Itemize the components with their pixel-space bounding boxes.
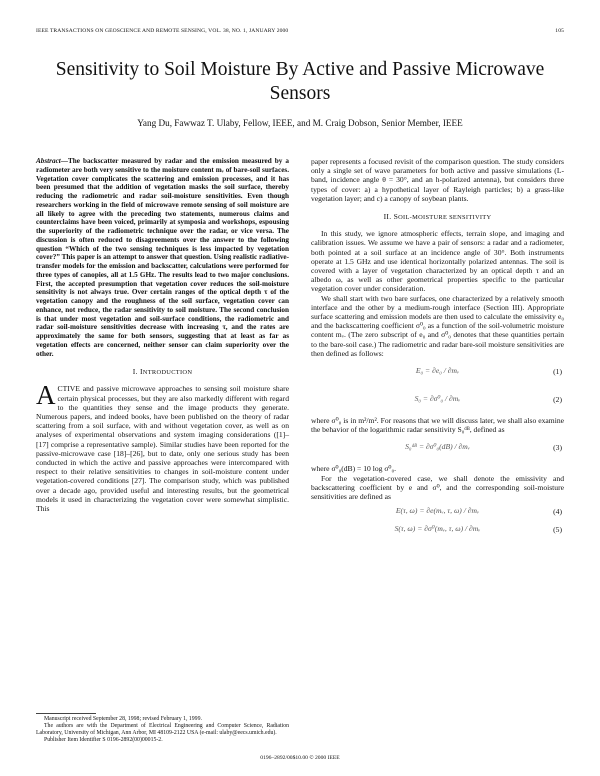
equation-3-number: (3) <box>553 443 562 453</box>
equation-1-number: (1) <box>553 367 562 377</box>
left-column <box>36 157 289 513</box>
equation-4-number: (4) <box>553 507 562 517</box>
section2-paragraph-1: In this study, we ignore atmospheric effects, terrain slope, and imaging and calibration issues. We assume we have a pair of sensors: a radar and a radiometer, both pointed at a soil surface at an incidence angle of 30°. Both instruments operate at 1.5 GHz and use identical horizontally polarized antennas. The soil is covered with a layer of vegetation characterized by an optical depth τ and an albedo ω, as well as other geometrical properties specific to the particular vegetation cover under consideration. <box>311 229 564 294</box>
journal-header: IEEE TRANSACTIONS ON GEOSCIENCE AND REMOTE SENSING, VOL. 38, NO. 1, JANUARY 2000 <box>36 28 289 34</box>
footnote-affiliation: The authors are with the Department of Electrical Engineering and Computer Science, Radiation Laboratory, University of Michigan, Ann Arbor, MI 48109-2122 USA (e-mail: ulaby@eecs.umich.edu). <box>36 723 289 736</box>
equation-3-body: S₀ᵈᴮ = ∂σ⁰₀(dB) / ∂mᵥ <box>405 442 470 452</box>
drop-cap: A <box>36 380 56 411</box>
section-heading-introduction: I. INTRODUCTION <box>132 367 193 377</box>
equation-4-body: E(τ, ω) = ∂e(mᵥ, τ, ω) / ∂mᵥ <box>395 506 480 516</box>
footnote-rule <box>36 713 96 714</box>
section2-paragraph-2: We shall start with two bare surfaces, one characterized by a relatively smooth interface and the other by a medium-rough interface (Section III). Appropriate surface scattering and emission models are then used to calculate the emissivity e₀ and the backscattering coefficient σ⁰₀ as a function of the soil-volumetric moisture content mᵥ. (The zero subscript of e₀ and σ⁰₀ denotes that these quantities pertain to the bare-soil case.) The radiometric and radar bare-soil moisture sensitivities are then defined as follows: <box>311 293 564 358</box>
paper-title: Sensitivity to Soil Moisture By Active and Passive Microwave Sensors <box>55 59 545 104</box>
continuation-paragraph: paper represents a focused revisit of the comparison question. The study considers only a single set of wave parameters for both active and passive simulations (L-band, incidence angle θ = 30°, and an h-polarized antenna), but considers three types of cover: a) a hypothetical layer of Rayleigh particles; b) a grass-like vegetation layer; and c) a canopy of soybean plants. <box>311 157 564 203</box>
right-column <box>311 157 564 539</box>
footnote-identifier: Publisher Item Identifier S 0196-2892(00)00015-2. <box>44 737 163 743</box>
equation-2-body: S₀ = ∂σ⁰₀ / ∂mᵥ <box>414 394 461 404</box>
equation-5-body: S(τ, ω) = ∂σ⁰(mᵥ, τ, ω) / ∂mᵥ <box>394 524 481 534</box>
footnote-received: Manuscript received September 28, 1998; revised February 1, 1999. <box>44 716 202 722</box>
equation-1-body: E₀ = ∂e₀ / ∂mᵥ <box>415 366 460 376</box>
footnotes <box>36 713 289 744</box>
equation-4 <box>311 503 564 519</box>
abstract-label: Abstract— <box>36 157 68 165</box>
section-heading-soil-moisture: II. SOIL-MOISTURE SENSITIVITY <box>383 212 492 222</box>
author-line: Yang Du, Fawwaz T. Ulaby, Fellow, IEEE, and M. Craig Dobson, Senior Member, IEEE <box>137 118 463 128</box>
running-header <box>36 28 564 38</box>
equation-2-number: (2) <box>553 395 562 405</box>
section2-paragraph-5: For the vegetation-covered case, we shall denote the emissivity and backscattering coefficient by e and σ⁰, and the corresponding soil-moisture sensitivities are defined as <box>311 473 564 502</box>
abstract <box>36 157 289 358</box>
copyright-line: 0196–2892/00$10.00 © 2000 IEEE <box>260 755 340 761</box>
equation-2 <box>311 388 564 414</box>
section2-paragraph-4: where σ⁰₀(dB) = 10 log σ⁰₀. <box>311 464 397 474</box>
equation-1 <box>311 360 564 386</box>
equation-5 <box>311 521 564 537</box>
equation-5-number: (5) <box>553 525 562 535</box>
introduction-paragraph: ACTIVE and passive microwave approaches to sensing soil moisture share certain physical processes, but they are also markedly different with regard to the quantities they sense and the image products they generate. Numerous papers, and indeed books, have been published on the theory of radar scattering from a soil surface, with and without vegetation cover, as well as on analyses of experimental observations and system imaging considerations ([1]–[17] comprise a representative sample). Similar studies have been reported for the passive-microwave case [18]–[26], but to date, only one serious study has been conducted in which the active and passive approaches were intercompared with respect to their relative sensitivities to changes in soil-moisture content under vegetation-covered conditions [27]. The comparison study, which was published over a decade ago, provided useful and interesting results, but the geometrical models it used in characterizing the vegetation cover were somewhat simplistic. This <box>36 380 289 514</box>
page-number: 105 <box>555 28 564 34</box>
abstract-text: The backscatter measured by radar and the emission measured by a radiometer are both very sensitive to the moisture content mᵥ of bare-soil surfaces. Vegetation cover complicates the scattering and emission processes, and it has been presumed that the addition of vegetation masks the soil surface, thereby reducing the radiometric and radar soil-moisture sensitivities. Even though researchers working in the field of microwave remote sensing of soil moisture are all likely to agree with the preceding two statements, numerous claims and counterclaims have been voiced, primarily at symposia and workshops, espousing the superiority of the radiometric technique over the radar, or vice versa. The discussion is often reduced to disagreements over the answer to the following question “Which of the two sensing techniques is less impacted by vegetation cover?” This paper is an attempt to answer that question. Using realistic radiative-transfer models for the emission and backscatter, calculations were performed for three types of canopies, all at 1.5 GHz. The results lead to two major conclusions. First, the accepted presumption that vegetation cover reduces the soil-moisture sensitivity is not always true. Over certain ranges of the optical depth τ of the vegetation canopy and the roughness of the soil surface, vegetation cover can enhance, not reduce, the radar sensitivity to soil moisture. The second conclusion is that under most vegetation and soil-surface conditions, the radiometric and radar soil-moisture sensitivities decrease with increasing τ, and the rates are approximately the same for both sensors, suggesting that at least as far as vegetation effects are concerned, neither sensor can claim superiority over the other. <box>36 157 289 358</box>
section2-paragraph-3: where σ⁰₀ is in m²/m². For reasons that we will discuss later, we shall also examine the behavior of the logarithmic radar sensitivity S₀ᵈᴮ, defined as <box>311 416 564 435</box>
equation-3 <box>311 436 564 462</box>
